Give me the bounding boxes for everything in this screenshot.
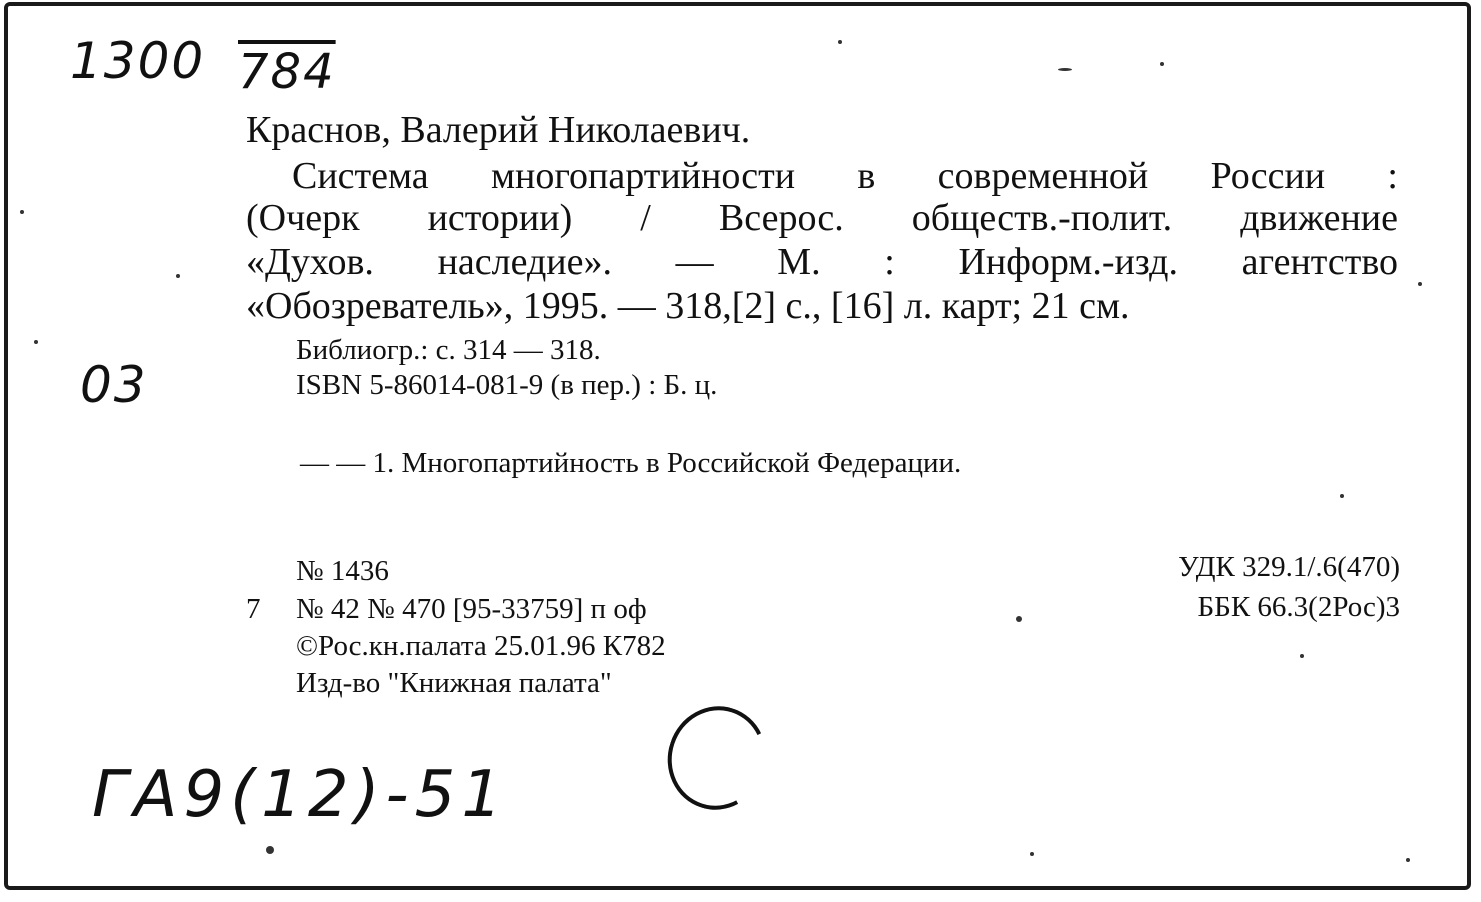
speck xyxy=(1058,68,1072,71)
handwritten-shelf-code: ГА9(12)-51 xyxy=(92,758,509,832)
speck xyxy=(1160,62,1164,66)
margin-number: 7 xyxy=(246,593,261,625)
speck xyxy=(20,210,24,214)
title-line-3: «Духов. наследие». — М. : Информ.-изд. агентство xyxy=(246,241,1398,283)
subject-heading: — — 1. Многопартийность в Российской Федерации. xyxy=(300,447,962,479)
bibliography-note: Библиогр.: с. 314 — 318. xyxy=(296,334,601,366)
speck xyxy=(34,340,38,344)
author-heading: Краснов, Валерий Николаевич. xyxy=(246,109,751,151)
title-line-2: (Очерк истории) / Всерос. обществ.-полит. движение xyxy=(246,197,1398,239)
title-line-1: Система многопартийности в современной России : xyxy=(292,155,1398,197)
speck xyxy=(266,846,274,854)
publisher-line: Изд-во "Книжная палата" xyxy=(296,667,612,699)
handwritten-call-fraction: 784 xyxy=(238,44,336,100)
bbk-code: ББК 66.3(2Рос)3 xyxy=(1197,591,1400,623)
record-numbers: № 42 № 470 [95-33759] п оф xyxy=(296,593,647,625)
handwritten-left-code: 03 xyxy=(80,356,148,414)
speck xyxy=(1016,616,1022,622)
speck xyxy=(838,40,842,44)
registration-number: № 1436 xyxy=(296,555,389,587)
speck xyxy=(1406,858,1410,862)
copyright-line: ©Рос.кн.палата 25.01.96 К782 xyxy=(296,630,666,662)
handwritten-call-number: 1300 xyxy=(70,32,206,90)
speck xyxy=(1418,282,1422,286)
speck xyxy=(1300,654,1304,658)
title-line-4: «Обозреватель», 1995. — 318,[2] с., [16] л. карт; 21 см. xyxy=(246,285,1130,327)
speck xyxy=(1340,494,1344,498)
isbn-note: ISBN 5-86014-081-9 (в пер.) : Б. ц. xyxy=(296,369,718,401)
speck xyxy=(1030,852,1034,856)
speck xyxy=(176,274,180,278)
udk-code: УДК 329.1/.6(470) xyxy=(1178,551,1400,583)
